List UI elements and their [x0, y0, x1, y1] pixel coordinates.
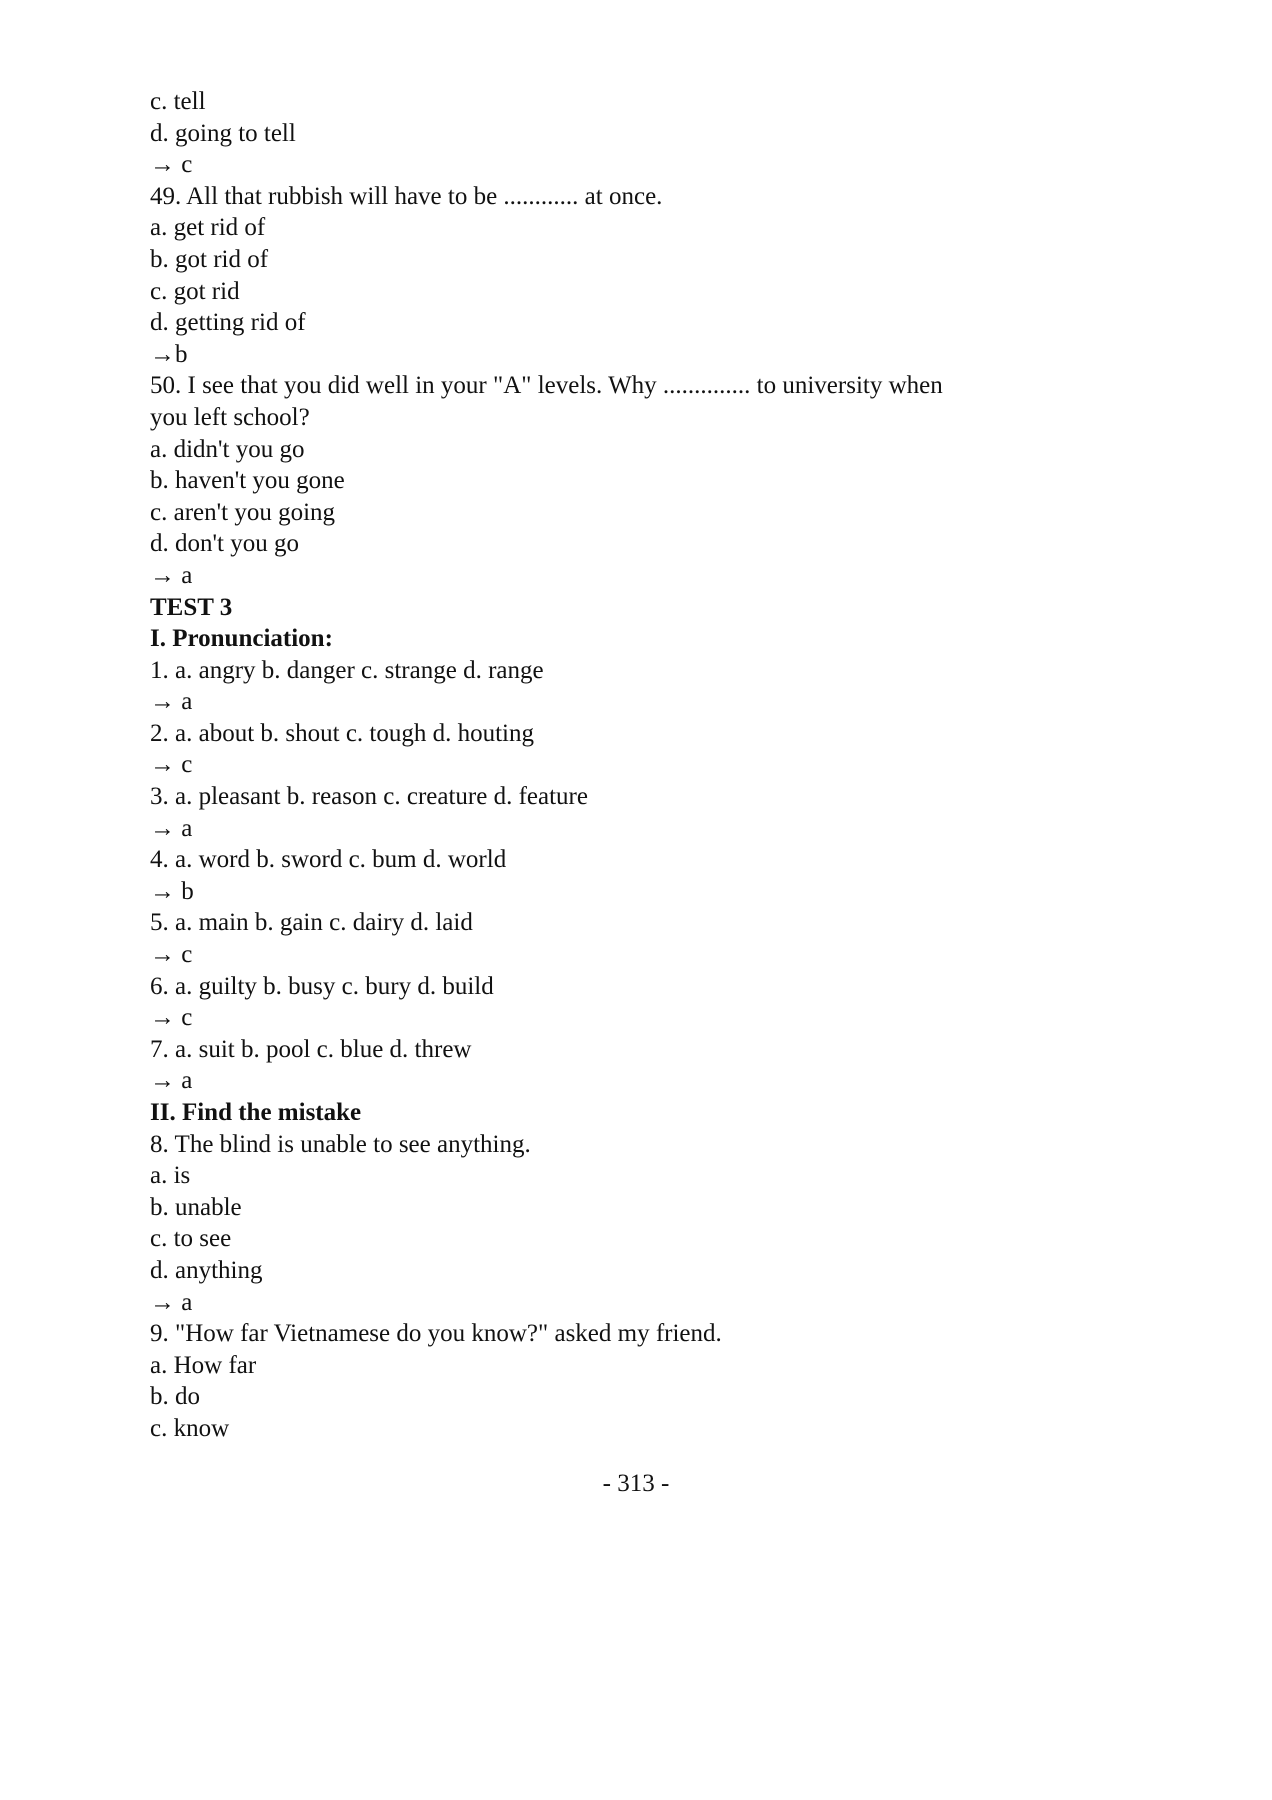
text-line: → c	[150, 751, 193, 779]
text-line: 1. a. angry b. danger c. strange d. range	[150, 656, 544, 684]
text-line: c. got rid	[150, 277, 240, 305]
text-line: a. get rid of	[150, 214, 266, 242]
text-line: 2. a. about b. shout c. tough d. houting	[150, 719, 534, 747]
text-line: b. got rid of	[150, 245, 269, 273]
text-line: → a	[150, 1067, 193, 1095]
text-line: d. don't you go	[150, 530, 299, 558]
text-line: 8. The blind is unable to see anything.	[150, 1130, 531, 1158]
text-line: c. to see	[150, 1225, 232, 1253]
text-line: → a	[150, 814, 193, 842]
text-line: → c	[150, 1004, 193, 1032]
text-line: b. unable	[150, 1193, 242, 1221]
text-line: → c	[150, 151, 193, 179]
page-number: - 313 -	[602, 1470, 670, 1497]
text-line: d. anything	[150, 1256, 263, 1284]
text-line: 7. a. suit b. pool c. blue d. threw	[150, 1035, 472, 1063]
text-line: you left school?	[150, 403, 310, 431]
text-line: → c	[150, 941, 193, 969]
text-line: 9. "How far Vietnamese do you know?" asked my friend.	[150, 1320, 722, 1348]
page-content	[150, 86, 1130, 1445]
text-line: → a	[150, 1288, 193, 1316]
text-line: 6. a. guilty b. busy c. bury d. build	[150, 972, 494, 1000]
text-line: b. do	[150, 1383, 200, 1411]
section-heading: II. Find the mistake	[150, 1099, 362, 1126]
text-line: 3. a. pleasant b. reason c. creature d. feature	[150, 783, 588, 811]
section-heading: TEST 3	[150, 593, 233, 621]
text-line: → a	[150, 688, 193, 716]
text-line: d. getting rid of	[150, 309, 306, 337]
text-line: → a	[150, 561, 193, 589]
text-line: →b	[150, 340, 188, 368]
text-line: 50. I see that you did well in your "A" levels. Why .............. to university when	[150, 372, 943, 400]
text-line: c. tell	[150, 88, 206, 115]
section-heading: I. Pronunciation:	[150, 625, 333, 653]
text-line: 5. a. main b. gain c. dairy d. laid	[150, 909, 473, 937]
text-line: d. going to tell	[150, 119, 296, 147]
text-line: c. aren't you going	[150, 498, 336, 526]
text-line: → b	[150, 877, 194, 905]
text-line: b. haven't you gone	[150, 467, 345, 495]
text-line: 4. a. word b. sword c. bum d. world	[150, 846, 507, 874]
text-line: c. know	[150, 1414, 230, 1442]
text-line: a. didn't you go	[150, 435, 305, 463]
text-line: 49. All that rubbish will have to be ............ at once.	[150, 182, 663, 210]
text-line: a. is	[150, 1162, 191, 1190]
text-line: a. How far	[150, 1351, 257, 1379]
